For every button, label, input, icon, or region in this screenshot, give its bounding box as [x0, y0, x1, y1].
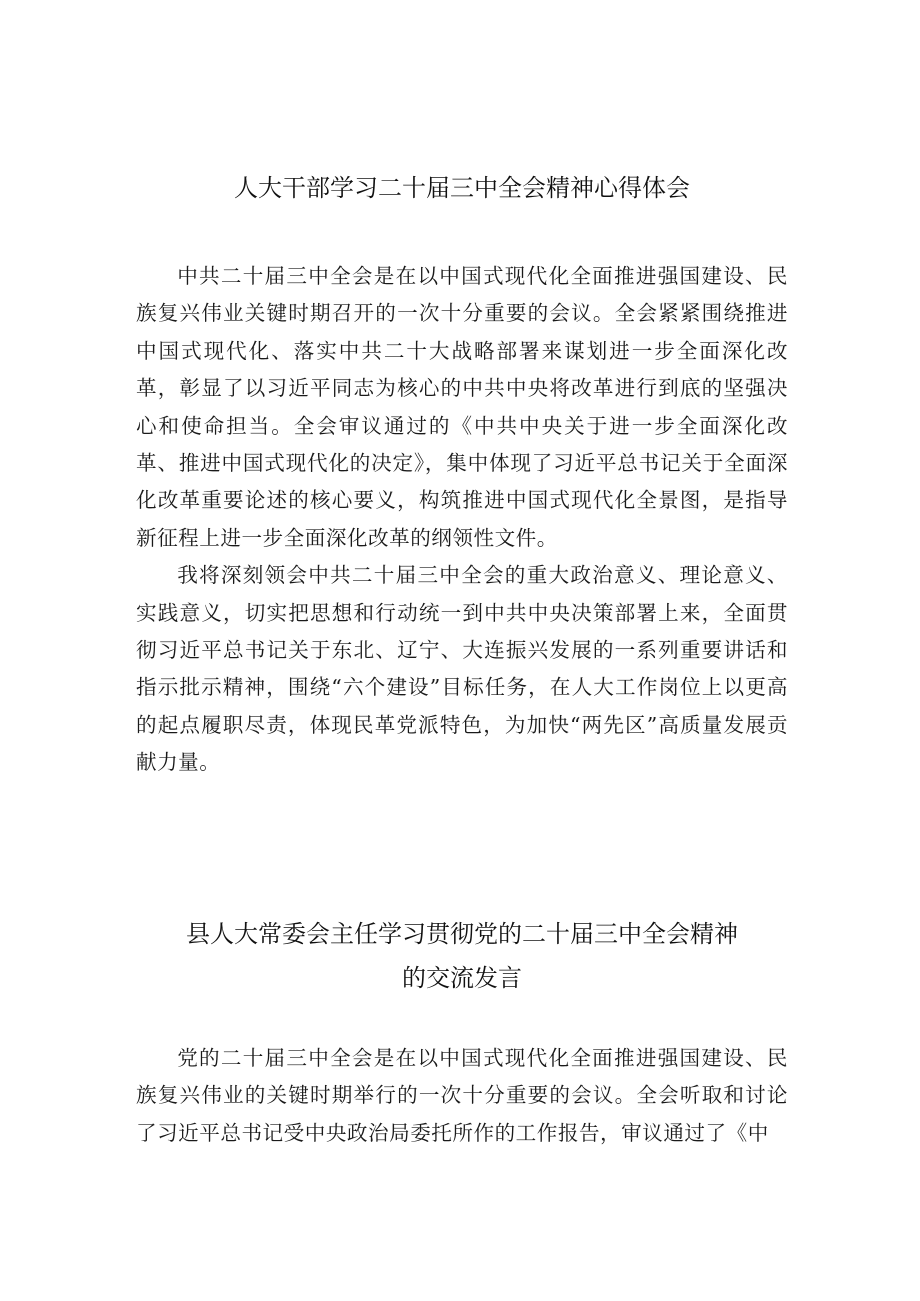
article-title: 人大干部学习二十届三中全会精神心得体会: [234, 174, 690, 202]
article-title-line: 的交流发言: [402, 964, 522, 992]
article-title: [136, 912, 788, 1000]
paragraph: 党的二十届三中全会是在以中国式现代化全面推进强国建设、民族复兴伟业的关键时期举行的一次十分重要的会议。全会听取和讨论了习近平总书记受中央政治局委托所作的工作报告，审议通过了《中: [136, 1046, 788, 1145]
article-body: [136, 258, 788, 782]
paragraph: 我将深刻领会中共二十届三中全会的重大政治意义、理论意义、实践意义，切实把思想和行动统一到中共中央决策部署上来，全面贯彻习近平总书记关于东北、辽宁、大连振兴发展的一系列重要讲话和指示批示精神，围绕“六个建设”目标任务，在人大工作岗位上以更高的起点履职尽责，体现民革党派特色，为加快“两先区”高质量发展贡献力量。: [136, 563, 788, 775]
paragraph: 中共二十届三中全会是在以中国式现代化全面推进强国建设、民族复兴伟业关键时期召开的一次十分重要的会议。全会紧紧围绕推进中国式现代化、落实中共二十大战略部署来谋划进一步全面深化改革，彰显了以习近平同志为核心的中共中央将改革进行到底的坚强决心和使命担当。全会审议通过的《中共中央关于进一步全面深化改革、推进中国式现代化的决定》，集中体现了习近平总书记关于全面深化改革重要论述的核心要义，构筑推进中国式现代化全景图，是指导新征程上进一步全面深化改革的纲领性文件。: [136, 264, 788, 550]
article-body: [136, 1040, 788, 1152]
article-title-line: 县人大常委会主任学习贯彻党的二十届三中全会精神: [186, 920, 738, 948]
